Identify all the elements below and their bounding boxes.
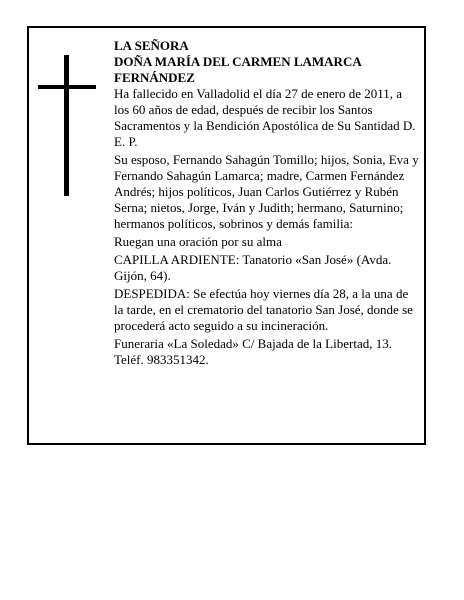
notice-heading: LA SEÑORA [114, 38, 189, 53]
prayer-request: Ruegan una oración por su alma [114, 234, 282, 249]
family-list: Su esposo, Fernando Sahagún Tomillo; hijos, Sonia, Eva y Fernando Sahagún Lamarca; madre, Carmen Fernández Andrés; hijos políticos, Juan Carlos Gutiérrez y Rubén Serna; nietos, Jorge, Iván y Judith; hermano, Saturnino; hermanos políticos, sobrinos y demás familia: [114, 152, 419, 231]
farewell-details: DESPEDIDA: Se efectúa hoy viernes día 28, a la una de la tarde, en el crematorio del tanatorio San José, donde se procederá acto seguido a su incineración. [114, 286, 413, 333]
obituary-text [114, 38, 420, 370]
cross-horizontal-bar [38, 85, 96, 89]
cross-vertical-bar [64, 55, 69, 196]
funeral-home: Funeraria «La Soledad» C/ Bajada de la Libertad, 13. Teléf. 983351342. [114, 336, 392, 367]
death-announcement: Ha fallecido en Valladolid el día 27 de enero de 2011, a los 60 años de edad, después de recibir los Santos Sacramentos y la Bendición Apostólica de Su Santidad D. E. P. [114, 86, 416, 149]
wake-location: CAPILLA ARDIENTE: Tanatorio «San José» (Avda. Gijón, 64). [114, 252, 392, 283]
deceased-name: DOÑA MARÍA DEL CARMEN LAMARCA FERNÁNDEZ [114, 54, 362, 85]
